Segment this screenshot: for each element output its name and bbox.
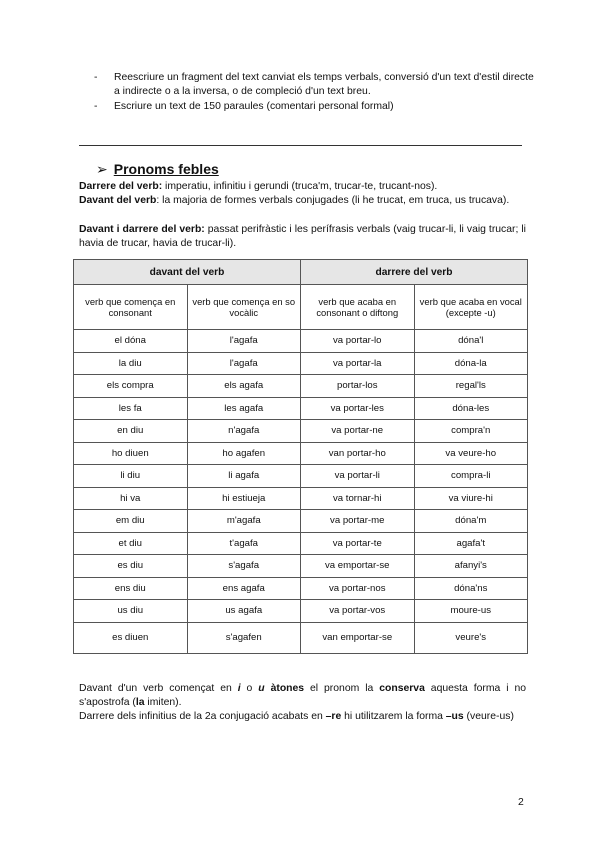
table-cell: veure's <box>414 622 528 653</box>
note-text: (veure-us) <box>463 711 514 722</box>
rule-label: Davant del verb <box>79 195 157 206</box>
table-cell: van portar-ho <box>301 442 415 465</box>
table-cell: va portar-te <box>301 532 415 555</box>
rule-paragraph <box>79 194 526 208</box>
table-row <box>74 487 528 510</box>
table-cell: va veure-ho <box>414 442 528 465</box>
section-heading <box>96 160 219 178</box>
bullet-dash: - <box>94 72 98 83</box>
table-cell: va portar-vos <box>301 600 415 623</box>
note-text: Darrere dels infinitius de la 2a conjugació acabats en <box>79 711 326 722</box>
table-row <box>74 510 528 533</box>
table-row <box>74 397 528 420</box>
rule-text: imperatiu, infinitiu i gerundi (truca'm, trucar-te, trucant-nos). <box>162 181 438 192</box>
table-cell: us diu <box>74 600 188 623</box>
rule-label: Davant i darrere del verb: <box>79 224 205 235</box>
note-emphasis: conserva <box>379 683 425 694</box>
table-cell: va portar-li <box>301 465 415 488</box>
table-cell: dóna-les <box>414 397 528 420</box>
table-cell: ens diu <box>74 577 188 600</box>
table-cell: va portar-ne <box>301 420 415 443</box>
table-cell: li agafa <box>187 465 301 488</box>
infinitive-note <box>79 710 526 724</box>
task-text: Escriure un text de 150 paraules (comentari personal formal) <box>114 101 394 112</box>
table-row <box>74 420 528 443</box>
table-cell: va portar-la <box>301 352 415 375</box>
table-cell: hi va <box>74 487 188 510</box>
note-text: o <box>240 683 259 694</box>
table-cell: li diu <box>74 465 188 488</box>
arrow-bullet-icon: ➢ <box>96 161 108 177</box>
table-cell: regal'ls <box>414 375 528 398</box>
table-cell: dóna'ns <box>414 577 528 600</box>
table-cell: moure-us <box>414 600 528 623</box>
table-cell: m'agafa <box>187 510 301 533</box>
table-group-header-row <box>74 260 528 285</box>
table-cell: l'agafa <box>187 352 301 375</box>
table-row <box>74 577 528 600</box>
table-cell: dóna'l <box>414 330 528 353</box>
table-cell: va portar-me <box>301 510 415 533</box>
table-cell: portar-los <box>301 375 415 398</box>
table-cell: va portar-les <box>301 397 415 420</box>
table-cell: et diu <box>74 532 188 555</box>
bullet-dash: - <box>94 101 98 112</box>
group-header-before: davant del verb <box>74 260 301 285</box>
section-title: Pronoms febles <box>113 161 219 177</box>
table-cell: en diu <box>74 420 188 443</box>
note-emphasis: –re <box>325 711 342 722</box>
table-cell: compra-li <box>414 465 528 488</box>
table-cell: compra'n <box>414 420 528 443</box>
table-cell: es diu <box>74 555 188 578</box>
table-row <box>74 532 528 555</box>
table-row <box>74 442 528 465</box>
rule-text: passat perifràstic i les perífrasis verbals (vaig trucar-li, li vaig trucar; li havia de trucar, havia de trucar-li). <box>79 224 526 249</box>
table-cell: va tornar-hi <box>301 487 415 510</box>
note-text: imiten). <box>144 697 182 708</box>
table-row <box>74 622 528 653</box>
note-text: Davant d'un verb començat en <box>79 683 238 694</box>
rule-label: Darrere del verb: <box>79 181 163 192</box>
table-cell: va emportar-se <box>301 555 415 578</box>
table-subheader-row <box>74 285 528 330</box>
table-cell: us agafa <box>187 600 301 623</box>
column-header: verb que acaba en consonant o diftong <box>301 285 415 330</box>
table-cell: les fa <box>74 397 188 420</box>
table-body <box>74 330 528 654</box>
table-cell: agafa't <box>414 532 528 555</box>
table-cell: va portar-nos <box>301 577 415 600</box>
table-cell: hi estiueja <box>187 487 301 510</box>
task-text: Reescriure un fragment del text canviat els temps verbals, conversió d'un text d'estil directe a indirecte o a la inversa, o de compleció d'un text breu. <box>114 72 534 97</box>
apostrophe-note <box>79 682 526 710</box>
table-cell: s'agafen <box>187 622 301 653</box>
table-cell: va portar-lo <box>301 330 415 353</box>
note-text: hi utilitzarem la forma <box>341 711 446 722</box>
table-row <box>74 375 528 398</box>
table-cell: s'agafa <box>187 555 301 578</box>
column-header: verb que acaba en vocal (excepte -u) <box>414 285 528 330</box>
table-cell: l'agafa <box>187 330 301 353</box>
note-emphasis: àtones <box>264 683 305 694</box>
rule-text: : la majoria de formes verbals conjugades (li he trucat, em truca, us trucava). <box>156 195 510 206</box>
table-row <box>74 555 528 578</box>
table-cell: t'agafa <box>187 532 301 555</box>
table-cell: ens agafa <box>187 577 301 600</box>
column-header: verb que comença en so vocàlic <box>187 285 301 330</box>
table-cell: em diu <box>74 510 188 533</box>
table-cell: les agafa <box>187 397 301 420</box>
note-emphasis: –us <box>445 711 464 722</box>
note-text: aquesta forma i no s'apostrofa ( <box>79 683 526 708</box>
table-row <box>74 330 528 353</box>
table-row <box>74 600 528 623</box>
group-header-after: darrere del verb <box>301 260 528 285</box>
note-emphasis: i <box>237 683 241 694</box>
table-cell: dóna-la <box>414 352 528 375</box>
table-cell: el dóna <box>74 330 188 353</box>
pronoun-forms-table <box>73 259 528 654</box>
task-list <box>94 71 534 115</box>
task-item <box>94 71 534 99</box>
table-cell: la diu <box>74 352 188 375</box>
page-number: 2 <box>518 797 524 808</box>
table-cell: va viure-hi <box>414 487 528 510</box>
column-header: verb que comença en consonant <box>74 285 188 330</box>
task-item <box>94 100 534 114</box>
table-cell: van emportar-se <box>301 622 415 653</box>
table-cell: n'agafa <box>187 420 301 443</box>
note-emphasis: u <box>258 683 265 694</box>
table-cell: els compra <box>74 375 188 398</box>
table-cell: ho agafen <box>187 442 301 465</box>
note-text: el pronom la <box>304 683 380 694</box>
table-cell: ho diuen <box>74 442 188 465</box>
table-row <box>74 352 528 375</box>
note-emphasis: la <box>135 697 145 708</box>
table-row <box>74 465 528 488</box>
table-cell: dóna'm <box>414 510 528 533</box>
horizontal-rule <box>79 145 522 146</box>
table-cell: afanyi's <box>414 555 528 578</box>
rule-paragraph <box>79 180 526 194</box>
table-cell: es diuen <box>74 622 188 653</box>
rule-paragraph <box>79 223 526 251</box>
table-cell: els agafa <box>187 375 301 398</box>
